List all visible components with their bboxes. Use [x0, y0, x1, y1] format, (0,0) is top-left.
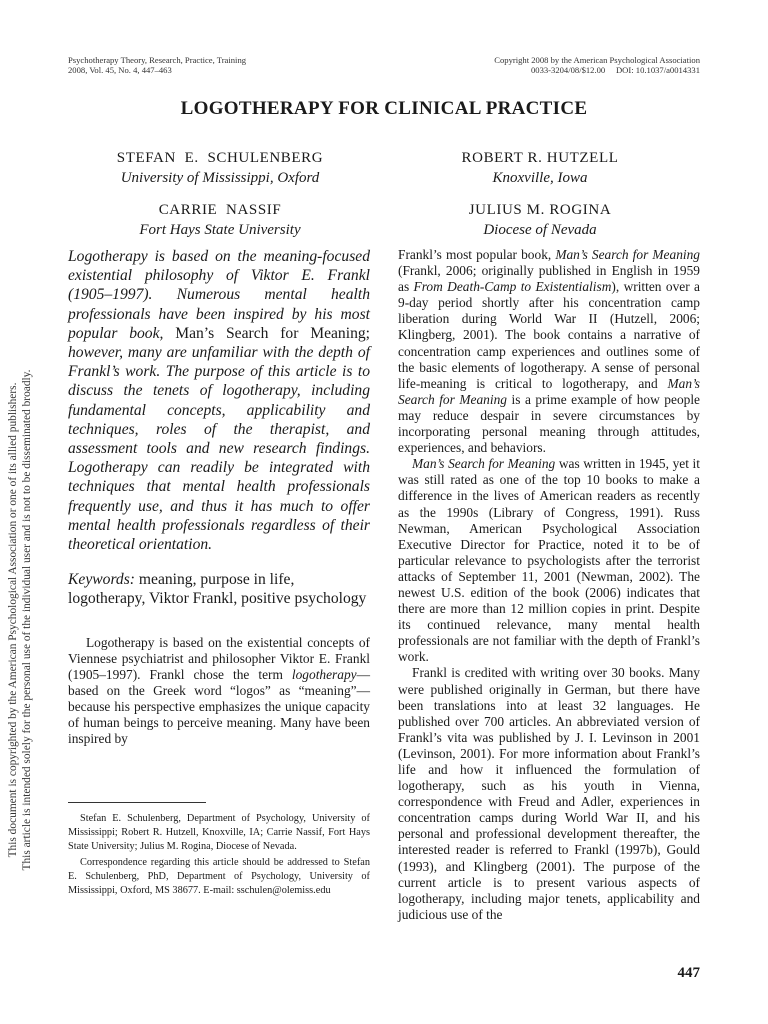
intro-term: logotherapy	[291, 666, 357, 682]
author-affiliations-note: Stefan E. Schulenberg, Department of Psychology, University of Mississippi; Robert R. Hutzell, Knoxville, IA; Carrie Nassif, Fort Hays State University; Julius M. Rogina, Diocese of Nevada.	[68, 813, 370, 852]
author-affiliation: University of Mississippi, Oxford	[120, 170, 320, 186]
copyright-side-notice	[6, 230, 34, 1010]
book-title: From Death-Camp to Existentialism	[413, 279, 612, 295]
abstract-text: Logotherapy is based on the meaning-focused existential philosophy of Viktor E. Frankl (1905–1997). Numerous mental health professionals have been inspired by his most popular book,	[68, 248, 370, 342]
intro-text: Logotherapy is based on the existential concepts of Viennese psychiatrist and philosopher Viktor E. Frankl (1905–1997). Frankl chose the term	[68, 634, 370, 682]
author-affiliation: Diocese of Nevada	[483, 222, 597, 238]
journal-volume: 2008, Vol. 45, No. 4, 447–463	[68, 65, 172, 75]
body-text: was written in 1945, yet it was still rated as one of the top 10 books to make a difference in the lives of American readers as recently as the 1990s (Library of Congress, 1991). Russ Newman, American Psychological Association Executive Director for Practice, noted it to be of particular relevance to psychologists after the terrorist attacks of September 11, 2001 (Newman, 2002). The newest U.S. edition of the book (2006) indicates that there are more than 12 million copies in print. Despite its continued relevance, many mental health professionals are not familiar with the depth of Frankl’s work.	[398, 456, 700, 665]
author-block	[70, 200, 370, 240]
page-number: 447	[677, 965, 700, 981]
body-text: Frankl’s most popular book,	[398, 247, 556, 262]
journal-name: Psychotherapy Theory, Research, Practice, Training	[68, 55, 247, 65]
book-title: Man’s Search for Meaning	[412, 456, 556, 472]
body-text: (Frankl, 2006; originally published in English in 1959 as	[398, 263, 700, 295]
author-block	[390, 200, 690, 240]
body-paragraph	[398, 456, 700, 665]
copyright-header	[494, 55, 700, 75]
abstract-book-title: Man’s Search for Meaning;	[175, 324, 370, 342]
book-title: Man’s Search for Meaning	[555, 247, 700, 262]
abstract	[68, 247, 370, 554]
author-affiliation: Knoxville, Iowa	[492, 170, 588, 186]
body-text: Frankl is credited with writing over 30 books. Many were published originally in German, but there have been translations into at least 32 languages. He published over 700 articles. An abbreviated version of Frankl’s vita was published by J. I. Levinson in 2001 (Levinson, 2001). For more information about Frankl’s life and how it influenced the formulation of logotherapy, such as his youth in Vienna, correspondence with Freud and Adler, experiences in concentration camps during World War II, and his personal and professional development thereafter, the interested reader is referred to Frankl (1997b), Gould (1993), and Klingberg (2001). The purpose of the current article is to present various aspects of logotherapy, including major tenets, applicability and judicious use of the	[398, 665, 700, 922]
body-text: ), written over a 9-day period shortly after his concentration camp liberation during World War II (Hutzell, 2006; Klingberg, 2001). The book contains a narrative of concentration camp experiences and outlines some of the basic elements of logotherapy. A sense of personal life-meaning is critical to logotherapy, and	[398, 279, 700, 391]
copyright-notice: Copyright 2008 by the American Psychological Association	[494, 55, 700, 65]
journal-header	[68, 55, 246, 75]
author-affiliation: Fort Hays State University	[139, 222, 301, 238]
keywords	[68, 570, 370, 608]
book-title: Man’s Search for Meaning	[398, 375, 700, 407]
doi-line: 0033-3204/08/$12.00 DOI: 10.1037/a0014331	[530, 65, 700, 75]
author-name: STEFAN E. SCHULENBERG	[116, 150, 324, 166]
footnotes	[68, 812, 370, 897]
body-text: is a prime example of how people may reduce despair in severe circumstances by incorporating personal meaning through attitudes, experiences, and behaviors.	[398, 391, 701, 456]
footnote-divider	[68, 802, 206, 803]
article-title: LOGOTHERAPY FOR CLINICAL PRACTICE	[180, 98, 588, 119]
correspondence-note: Correspondence regarding this article should be addressed to Stefan E. Schulenberg, PhD, Department of Psychology, University of Mississippi, Oxford, MS 38677. E-mail: sschulen@olemiss.edu	[68, 856, 370, 896]
right-column	[398, 247, 700, 923]
author-block	[390, 148, 690, 188]
author-name: JULIUS M. ROGINA	[468, 202, 612, 218]
intro-text: —based on the Greek word “logos” as “meaning”—because his perspective emphasizes the unique capacity of human beings to perceive meaning. Many have been inspired by	[68, 666, 370, 747]
intro-paragraph	[68, 635, 370, 748]
body-paragraph	[398, 247, 700, 456]
body-paragraph	[398, 665, 700, 923]
side-notice-line: This article is intended solely for the personal use of the individual user and is not to be disseminated broadly.	[21, 369, 33, 871]
side-notice-line: This document is copyrighted by the American Psychological Association or one of its allied publishers.	[7, 382, 19, 858]
abstract-text: however, many are unfamiliar with the depth of Frankl’s work. The purpose of this article is to discuss the tenets of logotherapy, including fundamental concepts, applicability and techniques, roles of the therapist, and assessment tools and new research findings. Logotherapy can readily be integrated with techniques that mental health professionals frequently use, and thus it has much to offer mental health professionals regardless of their theoretical orientation.	[68, 344, 370, 554]
author-name: CARRIE NASSIF	[158, 202, 282, 218]
left-column	[68, 247, 370, 747]
keywords-label: Keywords:	[68, 571, 135, 589]
keywords-text: meaning, purpose in life, logotherapy, Viktor Frankl, positive psychology	[68, 571, 367, 608]
author-block	[70, 148, 370, 188]
author-name: ROBERT R. HUTZELL	[461, 150, 619, 166]
